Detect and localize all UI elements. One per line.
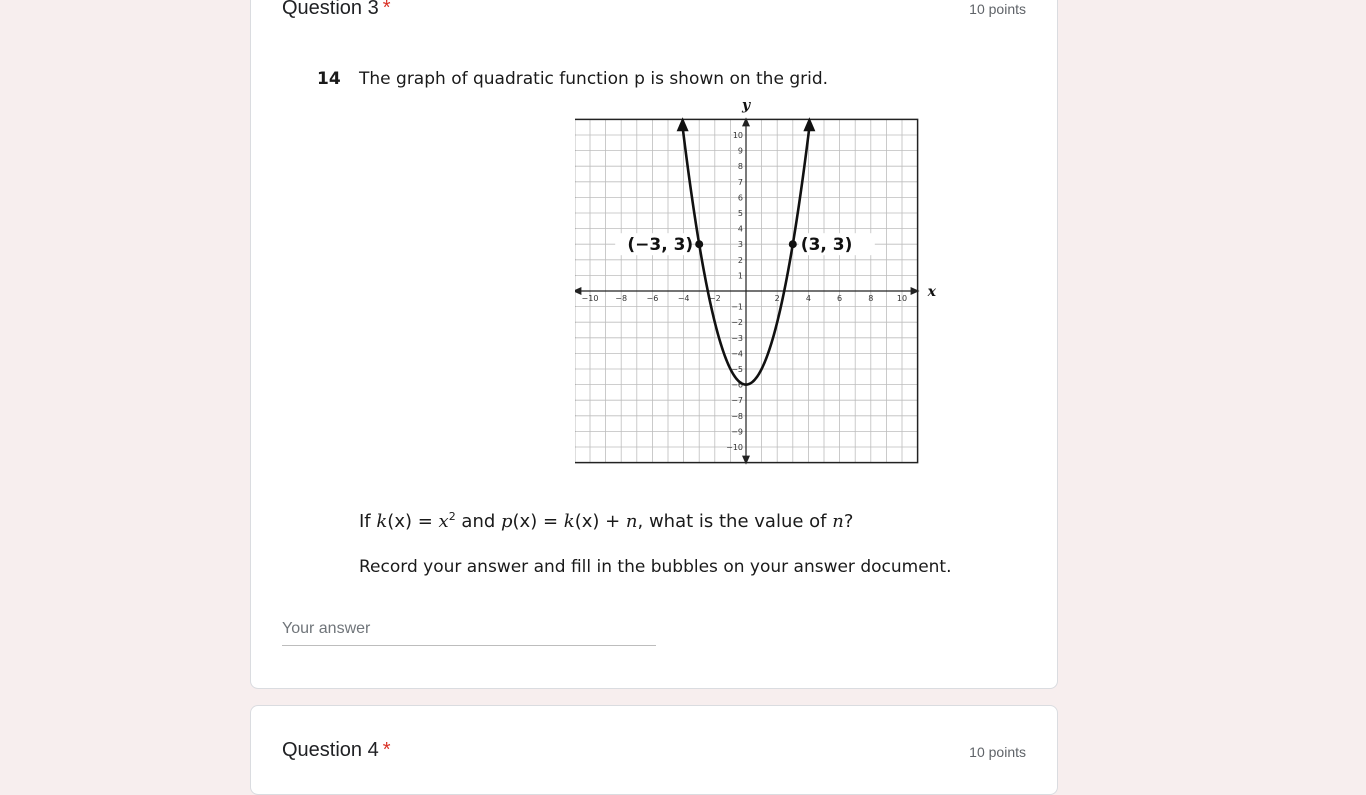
x-tick-label: 10 [896, 294, 908, 303]
x-tick-label: −4 [677, 294, 690, 303]
math-n2: n [832, 511, 844, 532]
instruction-text: Record your answer and fill in the bubbles on your answer document. [359, 557, 952, 577]
question-4-title [282, 739, 391, 762]
point-marker [695, 240, 703, 248]
y-tick-label: 2 [737, 255, 743, 265]
x-tick-label: 4 [805, 294, 811, 303]
y-tick-label: −8 [731, 411, 743, 421]
math-exponent: 2 [448, 510, 456, 523]
required-mark: * [382, 739, 391, 761]
question-3-points: 10 points [969, 1, 1026, 17]
question-3-card [250, 0, 1058, 689]
math-text-rest: , what is the value of [637, 511, 833, 532]
math-text-and: and [455, 511, 501, 532]
y-tick-label: 6 [737, 193, 743, 203]
y-tick-label: −6 [731, 380, 743, 390]
y-tick-label: 10 [732, 131, 743, 140]
y-tick-label: 9 [737, 146, 743, 156]
y-tick-label: 1 [737, 271, 743, 281]
question-3-title [282, 0, 391, 20]
y-axis-label: y [742, 100, 751, 114]
point-label: (3, 3) [800, 235, 853, 256]
x-axis-label: x [927, 284, 936, 300]
x-axis-arrow-left [575, 287, 581, 295]
y-tick-label: −2 [731, 318, 743, 328]
y-tick-label: 7 [737, 177, 743, 187]
item-number: 14 [317, 69, 341, 89]
x-tick-label: −10 [581, 294, 599, 303]
y-tick-label: −5 [731, 365, 743, 374]
math-p: p [501, 511, 513, 532]
x-tick-label: −6 [646, 294, 659, 303]
math-text-x1: (x) = [387, 511, 439, 532]
x-tick-label: −8 [615, 294, 628, 303]
y-tick-label: 8 [737, 162, 743, 172]
math-x: x [438, 511, 449, 532]
question-3-title-text: Question 3 [282, 0, 379, 19]
y-tick-label: −3 [731, 333, 743, 343]
y-tick-label: −9 [731, 427, 743, 437]
math-text-x4: (x) + [574, 511, 626, 532]
x-tick-label: 2 [774, 294, 780, 303]
x-tick-label: 8 [868, 294, 874, 303]
y-tick-label: 4 [737, 224, 743, 234]
math-question-line [359, 510, 853, 532]
math-text-if: If [359, 511, 377, 532]
answer-input[interactable]: Your answer [282, 620, 656, 646]
math-n: n [625, 511, 638, 532]
y-tick-label: −1 [731, 302, 743, 312]
question-prompt: The graph of quadratic function p is shown on the grid. [359, 69, 829, 89]
question-4-title-text: Question 4 [282, 739, 379, 761]
math-question-mark: ? [843, 511, 854, 532]
math-k: k [376, 511, 388, 532]
y-tick-label: −10 [726, 443, 743, 452]
y-tick-label: −7 [731, 396, 743, 406]
math-text-x3: (x) = [512, 511, 564, 532]
math-k2: k [563, 511, 575, 532]
point-label: (−3, 3) [627, 235, 694, 256]
x-tick-label: 6 [837, 294, 843, 303]
parabola-graph [575, 100, 945, 470]
question-4-points: 10 points [969, 744, 1026, 760]
y-tick-label: −4 [731, 349, 743, 359]
question-image [317, 66, 1007, 586]
y-tick-label: 3 [737, 240, 743, 250]
point-marker [789, 240, 797, 248]
required-mark: * [382, 0, 391, 19]
question-4-card [250, 705, 1058, 795]
y-tick-label: 5 [737, 209, 743, 218]
x-tick-label: −2 [708, 294, 721, 303]
